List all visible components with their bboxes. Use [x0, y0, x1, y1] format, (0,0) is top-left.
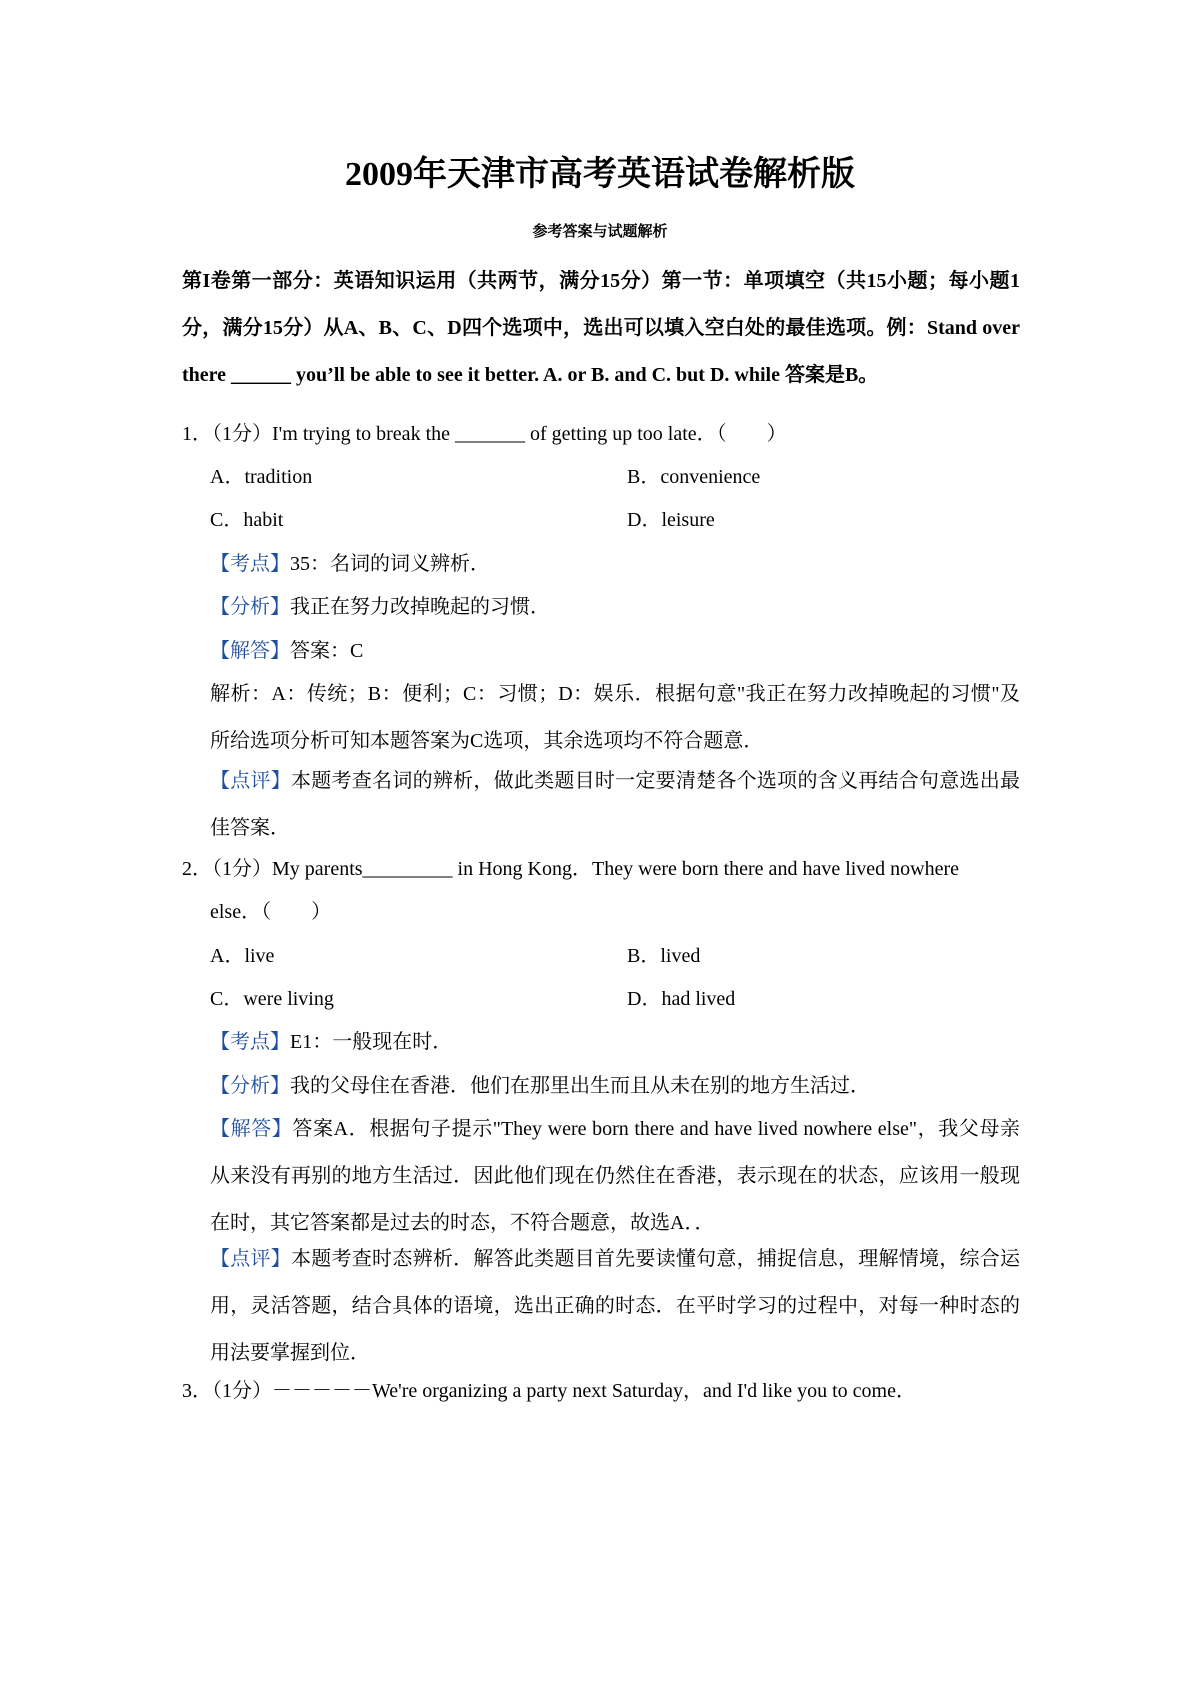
dianping-text: 本题考查时态辨析．解答此类题目首先要读懂句意，捕捉信息，理解情境，综合运用，灵活答题，结合具体的语境，选出正确的时态．在平时学习的过程中，对每一种时态的用法要掌握到位． — [210, 1248, 1021, 1364]
question-1-dianping — [210, 758, 1020, 852]
dianping-tag: 【点评】 — [210, 770, 292, 792]
fenxi-text: 我正在努力改掉晚起的习惯． — [290, 596, 550, 618]
question-1-kaodian — [210, 550, 490, 578]
question-3-stem: 3．（1分）－－－－－We're organizing a party next Saturday，and I'd like you to come． — [182, 1380, 916, 1402]
dianping-text: 本题考查名词的辨析，做此类题目时一定要清楚各个选项的含义再结合句意选出最佳答案． — [210, 770, 1021, 839]
kaodian-text: E1：一般现在时． — [290, 1031, 453, 1053]
question-2-kaodian — [210, 1028, 452, 1056]
question-1-jiexi: 解析：A：传统；B：便利；C：习惯；D：娱乐．根据句意"我正在努力改掉晚起的习惯"及所给选项分析可知本题答案为C选项，其余选项均不符合题意． — [210, 683, 1020, 752]
question-1-option-d: D．leisure — [627, 509, 715, 531]
question-1-jieda — [210, 637, 363, 665]
question-2-dianping — [210, 1236, 1020, 1377]
jieda-text: 答案A．根据句子提示"They were born there and have lived nowhere else"，我父母亲从来没有再别的地方生活过．因此他们现在仍然住在香港，表示现在的状态，应该用一般现在时，其它答案都是过去的时态，不符合题意，故选A．． — [210, 1118, 1020, 1234]
kaodian-tag: 【考点】 — [210, 1031, 290, 1053]
jieda-text: 答案：C — [290, 640, 364, 662]
section-instructions: 第I卷第一部分：英语知识运用（共两节，满分15分）第一节：单项填空（共15小题；每小题1分，满分15分）从A、B、C、D四个选项中，选出可以填入空白处的最佳选项。例：Stand over there ______ you’ll be able to see it better. A. or B. and C. but D. while 答案是B。 — [182, 270, 1020, 386]
jieda-tag: 【解答】 — [210, 640, 290, 662]
question-1-option-c: C．habit — [210, 509, 284, 531]
question-2-option-c: C．were living — [210, 988, 334, 1010]
kaodian-text: 35：名词的词义辨析． — [290, 553, 490, 575]
question-1-fenxi — [210, 593, 550, 621]
question-2-jieda — [210, 1106, 1020, 1247]
question-1-stem: 1．（1分）I'm trying to break the _______ of getting up too late．（ ） — [182, 423, 787, 445]
dianping-tag: 【点评】 — [210, 1248, 292, 1270]
fenxi-tag: 【分析】 — [210, 596, 290, 618]
question-1-option-b: B．convenience — [627, 466, 761, 488]
jieda-tag: 【解答】 — [210, 1118, 293, 1140]
kaodian-tag: 【考点】 — [210, 553, 290, 575]
fenxi-text: 我的父母住在香港．他们在那里出生而且从未在别的地方生活过． — [290, 1075, 870, 1097]
question-2-stem: 2．（1分）My parents_________ in Hong Kong．They were born there and have lived nowhere — [182, 858, 960, 880]
question-2-option-a: A．live — [210, 945, 275, 967]
question-2-option-b: B．lived — [627, 945, 701, 967]
document-subtitle: 参考答案与试题解析 — [532, 224, 668, 240]
question-2-fenxi — [210, 1072, 870, 1100]
fenxi-tag: 【分析】 — [210, 1075, 290, 1097]
document-title: 2009年天津市高考英语试卷解析版 — [345, 156, 855, 193]
question-2-stem-continued: else．（ ） — [210, 901, 332, 923]
question-1-option-a: A．tradition — [210, 466, 313, 488]
question-2-option-d: D．had lived — [627, 988, 736, 1010]
